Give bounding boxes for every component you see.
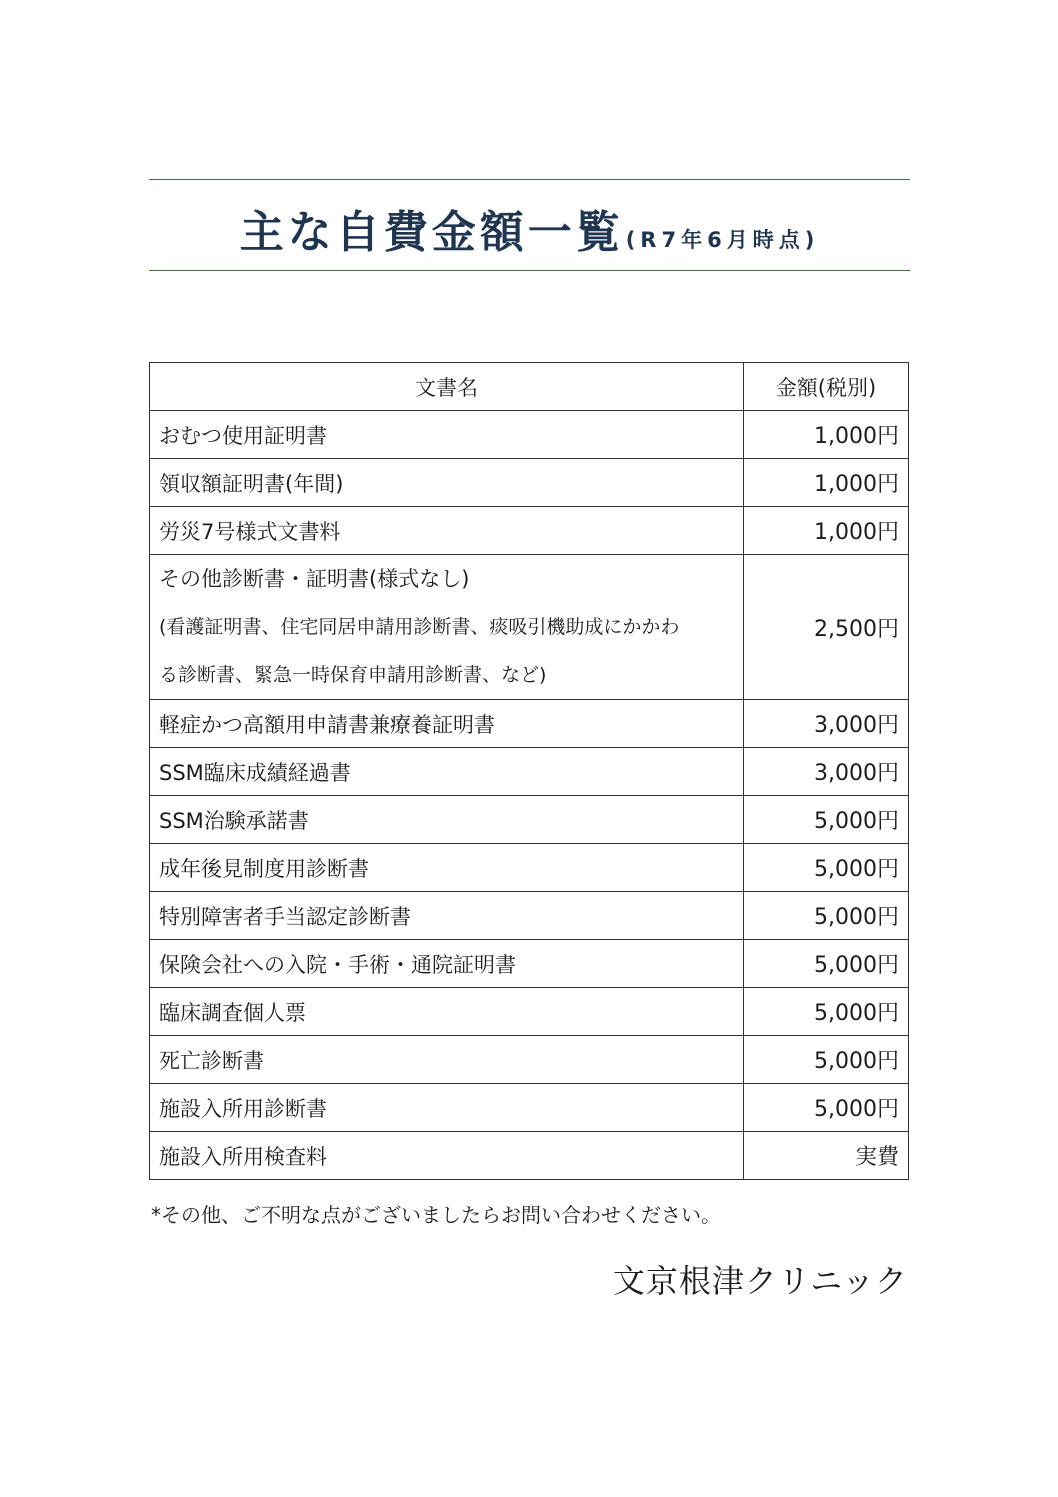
table-row bbox=[150, 1132, 909, 1180]
table-row bbox=[150, 1036, 909, 1084]
document-name: 施設入所用診断書 bbox=[150, 1084, 744, 1132]
clinic-name: 文京根津クリニック bbox=[612, 1262, 908, 1300]
document-name: SSM治験承諾書 bbox=[150, 796, 744, 844]
footnote: *その他、ご不明な点がございましたらお問い合わせください。 bbox=[151, 1203, 721, 1227]
document-price: 5,000円 bbox=[744, 988, 909, 1036]
document-name: 施設入所用検査料 bbox=[150, 1132, 744, 1180]
table-row bbox=[150, 555, 909, 700]
title-date-note: (R7年6月時点) bbox=[625, 228, 820, 252]
table-row bbox=[150, 844, 909, 892]
table-row bbox=[150, 507, 909, 555]
document-price: 1,000円 bbox=[744, 507, 909, 555]
title-main: 主な自費金額一覧 bbox=[239, 207, 624, 258]
title-top-rule bbox=[149, 179, 910, 180]
document-name: 保険会社への入院・手術・通院証明書 bbox=[150, 940, 744, 988]
document-name: 軽症かつ高額用申請書兼療養証明書 bbox=[150, 700, 744, 748]
document-price: 5,000円 bbox=[744, 1036, 909, 1084]
document-price: 5,000円 bbox=[744, 796, 909, 844]
table-header-row bbox=[150, 363, 909, 411]
header-price: 金額(税別) bbox=[744, 363, 909, 411]
document-name-detail: る診断書、緊急一時保育申請用診断書、など) bbox=[159, 664, 547, 686]
document-price: 3,000円 bbox=[744, 748, 909, 796]
table-row bbox=[150, 459, 909, 507]
document-price: 5,000円 bbox=[744, 940, 909, 988]
document-name: 成年後見制度用診断書 bbox=[150, 844, 744, 892]
header-document-name: 文書名 bbox=[150, 363, 744, 411]
table-row bbox=[150, 796, 909, 844]
document-price: 5,000円 bbox=[744, 844, 909, 892]
document-name: 死亡診断書 bbox=[150, 1036, 744, 1084]
document-price: 1,000円 bbox=[744, 411, 909, 459]
document-name: その他診断書・証明書(様式なし) bbox=[159, 567, 470, 591]
title-bottom-rule bbox=[149, 270, 910, 271]
table-row bbox=[150, 700, 909, 748]
table-row bbox=[150, 411, 909, 459]
document-name: 臨床調査個人票 bbox=[150, 988, 744, 1036]
document-name-detail: (看護証明書、住宅同居申請用診断書、痰吸引機助成にかかわ bbox=[159, 616, 680, 638]
document-name: SSM臨床成績経過書 bbox=[150, 748, 744, 796]
table-row bbox=[150, 940, 909, 988]
document-name-multiline bbox=[150, 555, 744, 700]
table-row bbox=[150, 988, 909, 1036]
document-price: 実費 bbox=[744, 1132, 909, 1180]
document-name: 特別障害者手当認定診断書 bbox=[150, 892, 744, 940]
table-row bbox=[150, 892, 909, 940]
table-row bbox=[150, 1084, 909, 1132]
document-price: 5,000円 bbox=[744, 892, 909, 940]
page-title bbox=[149, 196, 910, 260]
document-price: 1,000円 bbox=[744, 459, 909, 507]
document-price: 3,000円 bbox=[744, 700, 909, 748]
document-name: おむつ使用証明書 bbox=[150, 411, 744, 459]
fee-table bbox=[149, 362, 909, 1180]
document-price: 2,500円 bbox=[744, 555, 909, 700]
document-name: 領収額証明書(年間) bbox=[150, 459, 744, 507]
document-name: 労災7号様式文書料 bbox=[150, 507, 744, 555]
table-row bbox=[150, 748, 909, 796]
document-price: 5,000円 bbox=[744, 1084, 909, 1132]
